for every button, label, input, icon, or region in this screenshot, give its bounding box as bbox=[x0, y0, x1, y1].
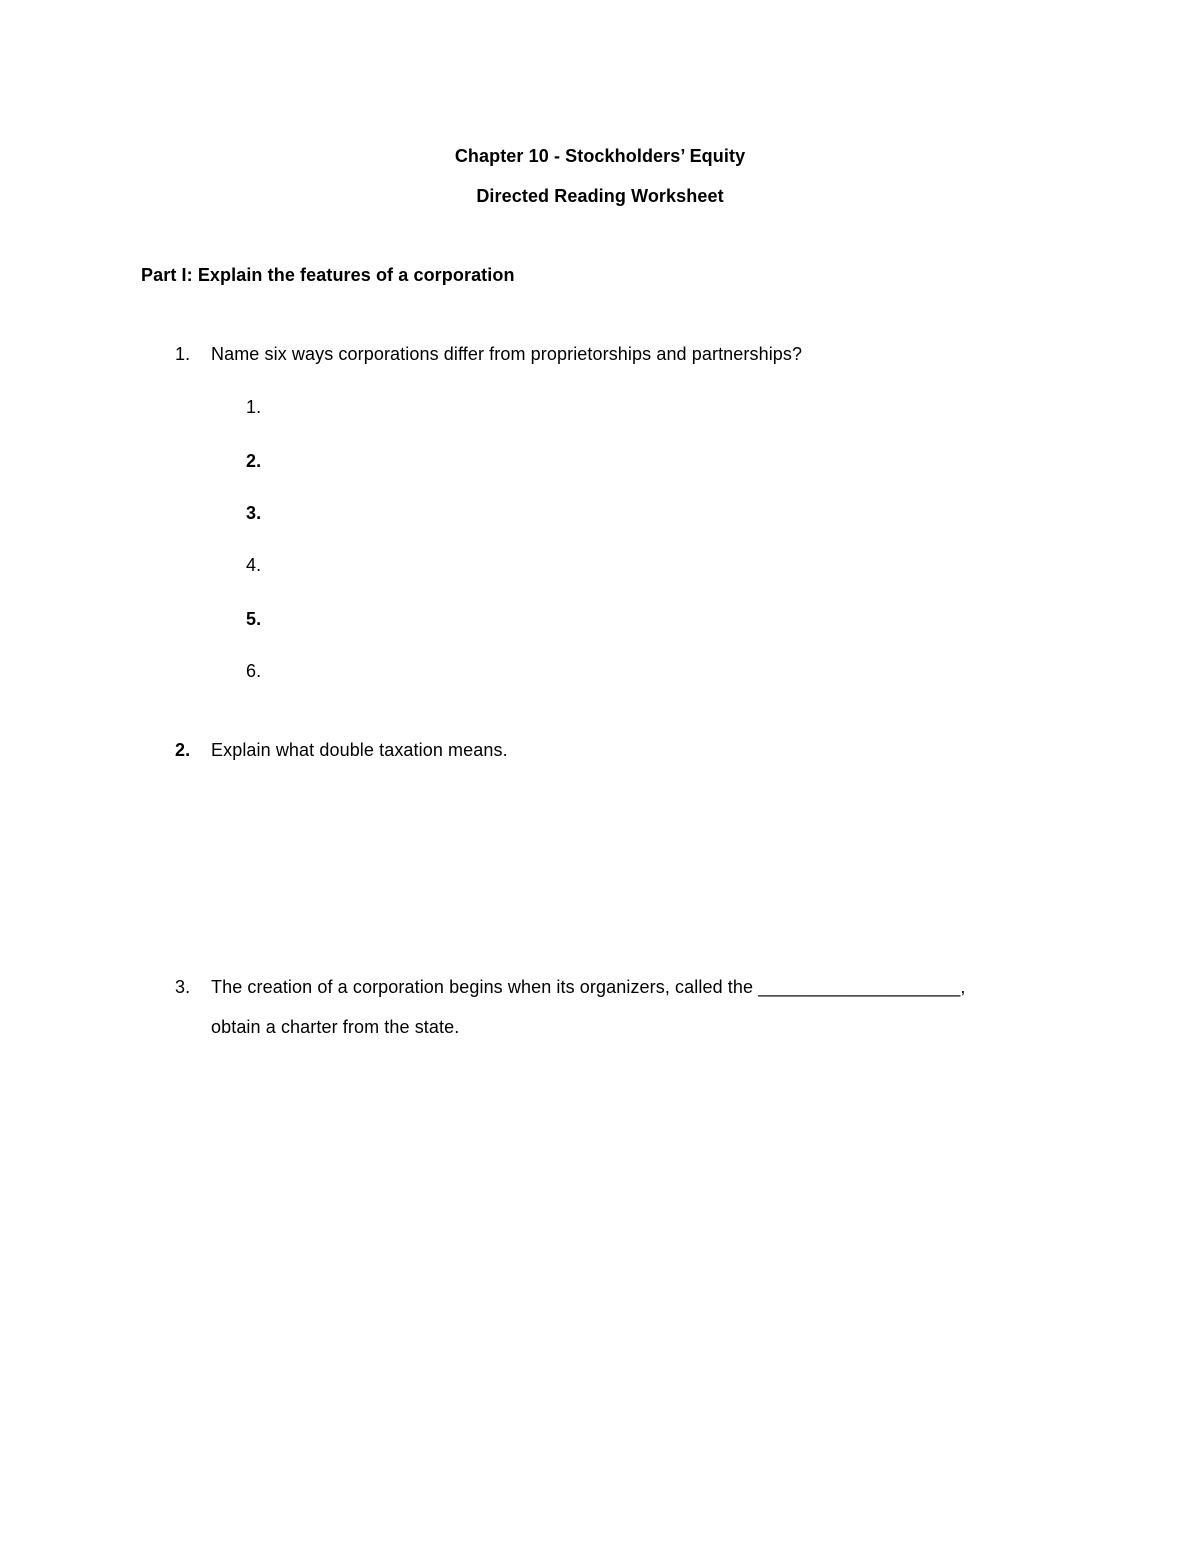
question-text: Explain what double taxation means. bbox=[211, 740, 508, 760]
question-text: The creation of a corporation begins when its organizers, called the ____________________, bbox=[211, 977, 966, 997]
document-subtitle: Directed Reading Worksheet bbox=[476, 186, 724, 206]
answer-item-number: 6. bbox=[246, 661, 262, 681]
answer-item-number: 3. bbox=[246, 503, 262, 523]
answer-item-number: 2. bbox=[246, 451, 262, 471]
answer-item-number: 4. bbox=[246, 555, 262, 575]
question-text: Name six ways corporations differ from proprietorships and partnerships? bbox=[211, 344, 803, 364]
question-number: 2. bbox=[175, 740, 191, 760]
part-heading: Part I: Explain the features of a corporation bbox=[141, 265, 515, 285]
document-title: Chapter 10 - Stockholders’ Equity bbox=[454, 146, 746, 166]
question-number: 1. bbox=[175, 344, 191, 364]
question-text-continuation: obtain a charter from the state. bbox=[211, 1017, 460, 1037]
question-number: 3. bbox=[175, 977, 191, 997]
answer-item-number: 5. bbox=[246, 609, 262, 629]
answer-item-number: 1. bbox=[246, 397, 262, 417]
